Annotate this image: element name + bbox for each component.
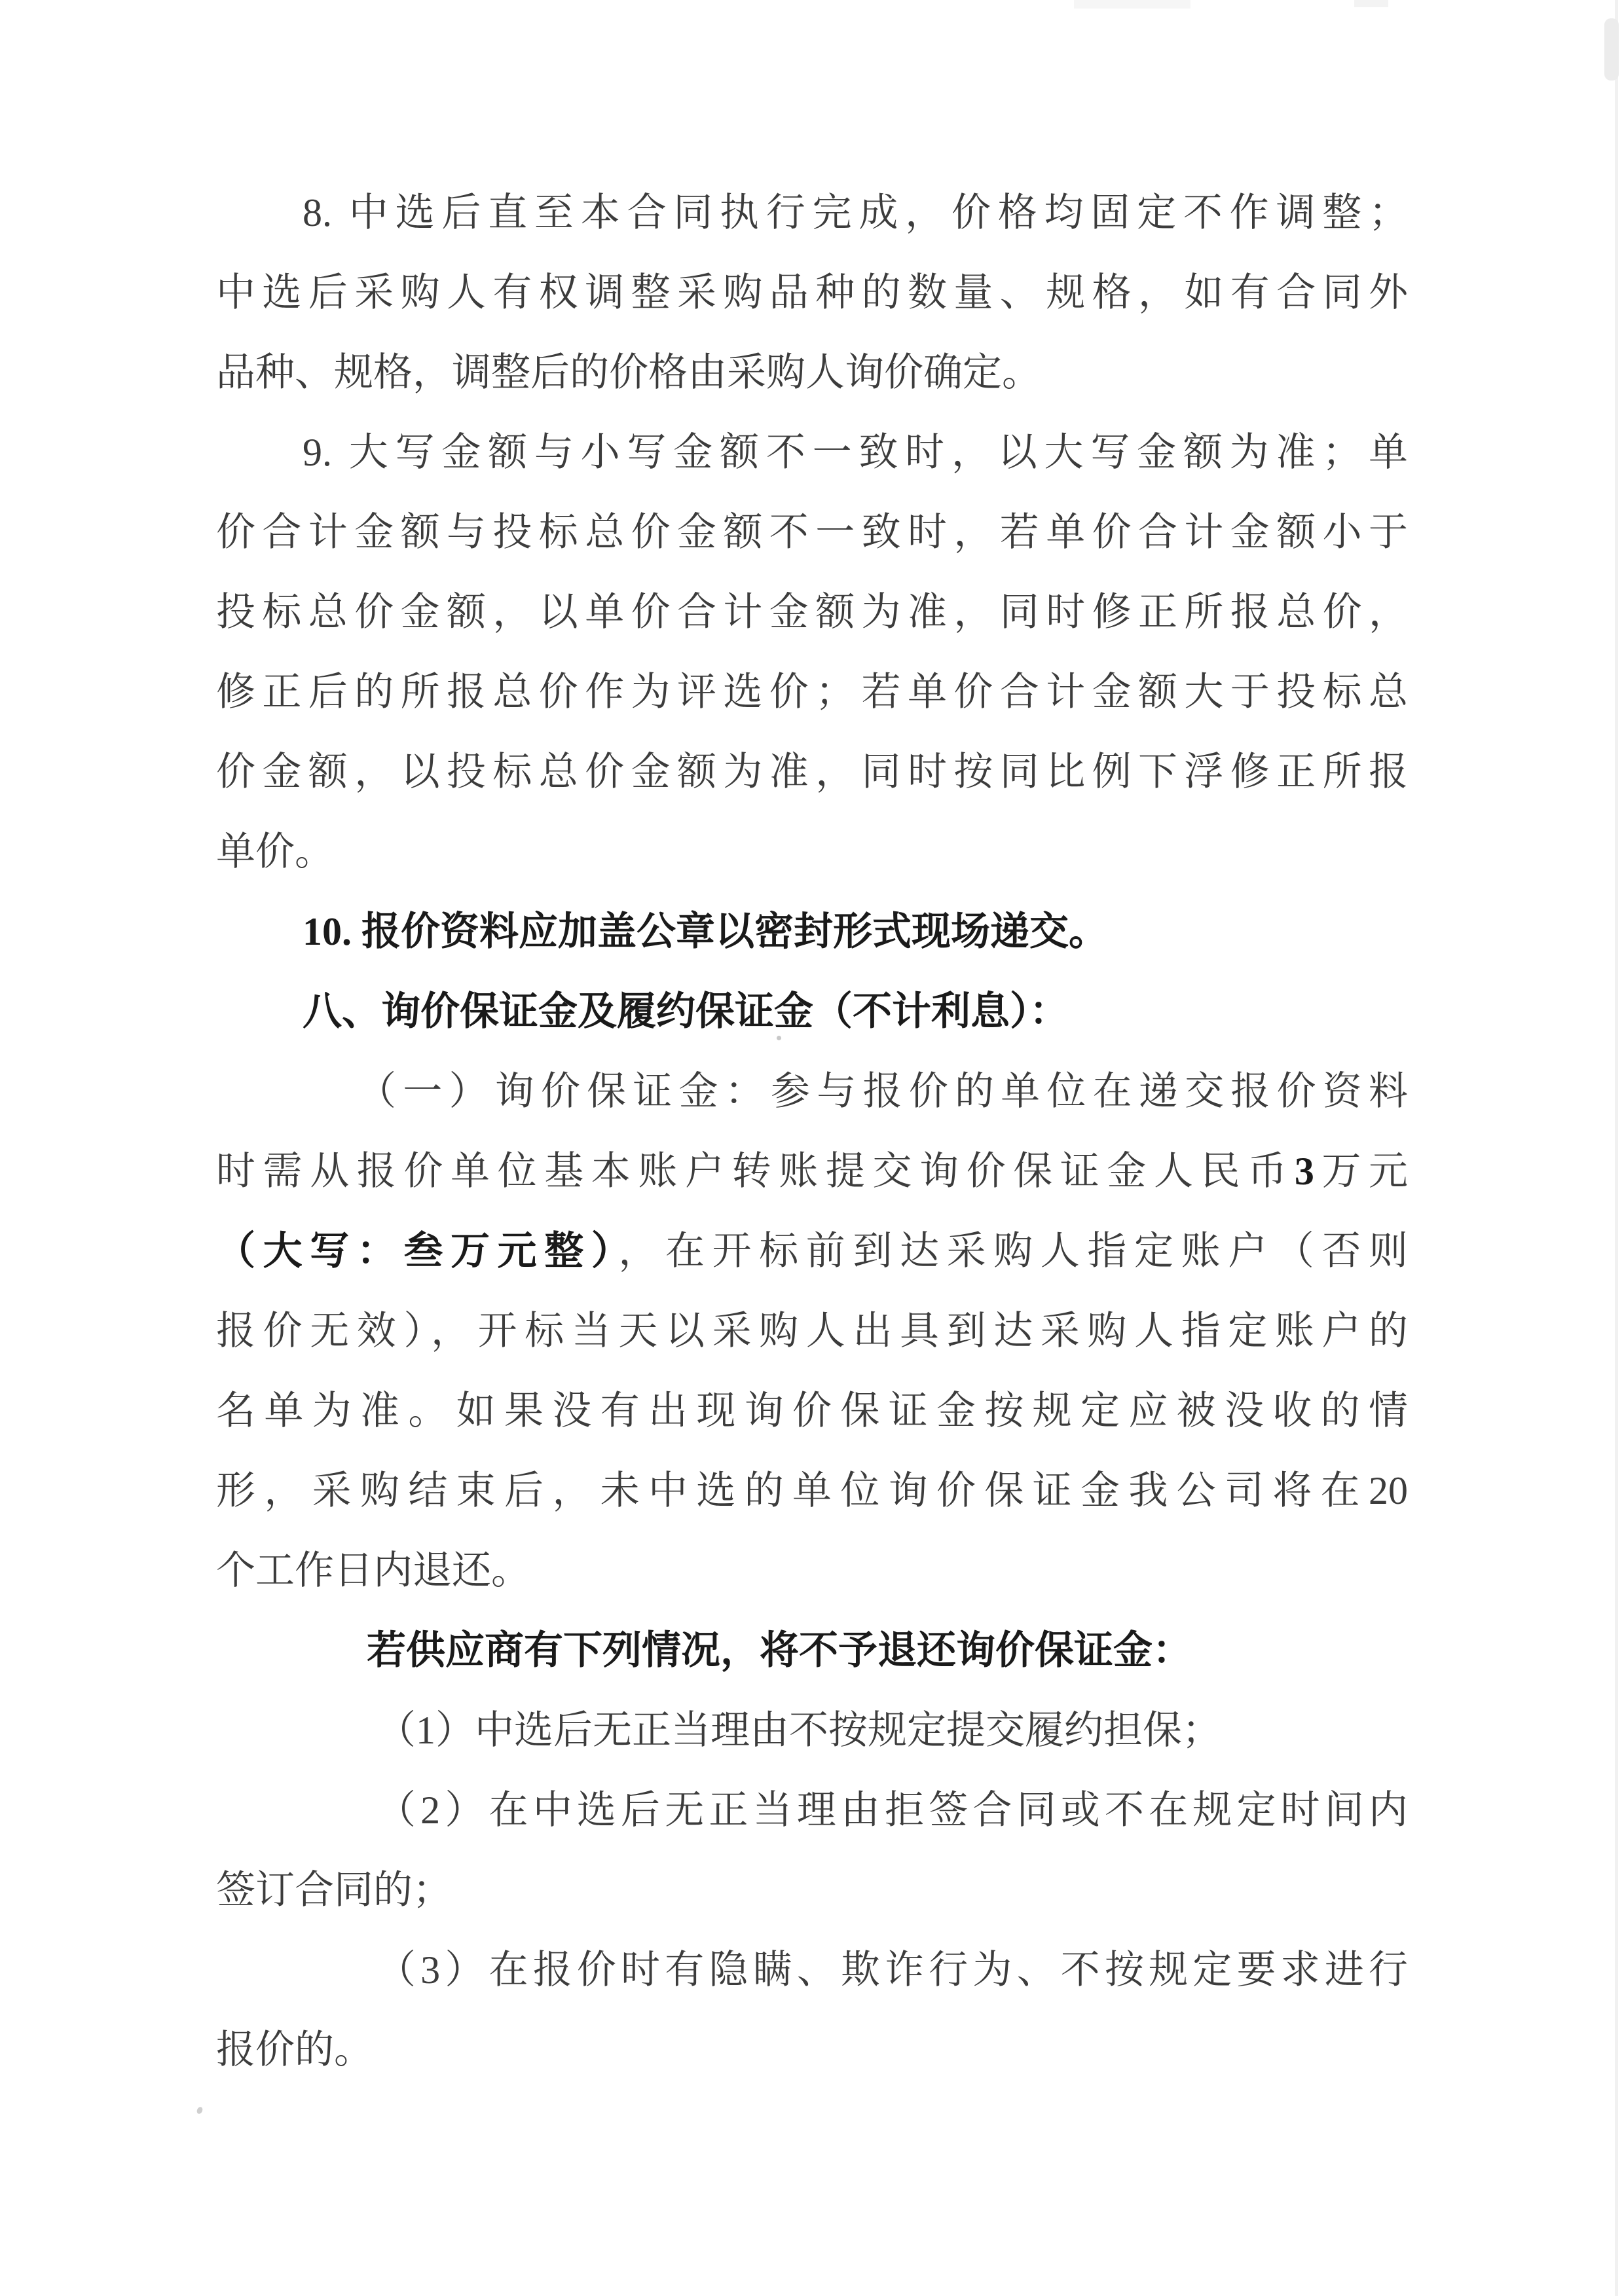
text-segment: 时需从报价单位基本账户转账提交询价保证金人民币 [216,1150,1295,1193]
scan-artifact-right-edge [1615,0,1618,2296]
text-segment: 签订合同的； [216,1868,452,1912]
text-line [216,1051,1408,1131]
text-segment: 9. [303,431,349,474]
scan-artifact-top-bar-2 [1354,0,1388,7]
text-segment: 中选后采购人有权调整采购品种的数量、规格，如有合同外 [216,271,1408,314]
text-line [216,572,1408,652]
bold-text-segment: 若供应商有下列情况，将不予退还询价保证金： [367,1629,1192,1672]
text-line [216,1690,1408,1770]
text-line [216,1131,1408,1211]
text-segment: （2）在中选后无正当理由拒签合同或不在规定时间内 [377,1789,1408,1832]
text-line [216,412,1408,492]
text-segment: 大写金额与小写金额不一致时，以大写金额为准；单 [348,431,1409,474]
paragraph-item-9 [216,412,1408,892]
paragraph-item-8 [216,173,1408,412]
paragraph-forfeit-intro [216,1611,1408,1690]
text-line [216,1611,1408,1690]
text-segment: 报价无效），开标当天以采购人出具到达采购人指定账户的 [216,1309,1408,1353]
document-text [216,173,1408,2090]
scan-artifact-edge-smudge [1604,18,1619,81]
text-segment: 价金额，以投标总价金额为准，同时按同比例下浮修正所报 [216,750,1408,793]
text-segment: 20 [1369,1469,1408,1512]
paragraph-item-10 [216,892,1408,972]
bold-text-segment: 报价资料应加盖公章以密封形式现场递交。 [361,910,1108,953]
text-line [216,812,1408,892]
paragraph-forfeit-item-1 [216,1690,1408,1770]
text-segment: 名单为准。如果没有出现询价保证金按规定应被没收的情 [216,1389,1408,1432]
scan-artifact-top-bar [1074,0,1190,9]
text-line [216,1930,1408,2010]
text-line [216,2010,1408,2090]
text-line [216,1211,1408,1291]
bold-text-segment: 10. [303,910,361,953]
text-line [216,732,1408,812]
text-segment: 投标总价金额，以单价合计金额为准，同时修正所报总价， [216,591,1408,634]
text-line [216,1531,1408,1611]
text-segment: 价合计金额与投标总价金额不一致时，若单价合计金额小于 [216,511,1408,554]
paragraph-forfeit-item-2 [216,1770,1408,1930]
paragraph-clause-8-1 [216,1051,1408,1611]
text-line [216,652,1408,732]
text-line [216,173,1408,253]
text-line [216,1291,1408,1371]
text-segment: （1）中选后无正当理由不按规定提交履约担保； [377,1709,1221,1752]
text-line [216,1850,1408,1930]
text-segment: 个工作日内退还。 [216,1549,530,1592]
bold-text-segment: 3 [1294,1150,1314,1193]
text-segment: （一）询价保证金：参与报价的单位在递交报价资料 [357,1070,1408,1113]
text-line [216,253,1408,333]
text-segment: 万元 [1314,1150,1409,1193]
text-segment: 修正后的所报总价作为评选价；若单价合计金额大于投标总 [216,670,1408,714]
text-line [216,972,1408,1051]
text-line [216,1371,1408,1451]
bold-text-segment: 八、询价保证金及履约保证金（不计利息）： [303,990,1069,1033]
bold-text-segment: （大写：叁万元整） [216,1230,619,1273]
scan-artifact-speck [196,2106,204,2115]
text-segment: ，在开标前到达采购人指定账户（否则 [618,1230,1409,1273]
text-segment: 中选后直至本合同执行完成，价格均固定不作调整； [348,191,1409,234]
text-segment: 报价的。 [216,2028,373,2071]
text-segment: 单价。 [216,830,334,873]
paragraph-forfeit-item-3 [216,1930,1408,2090]
text-line [216,492,1408,572]
text-line [216,892,1408,972]
text-segment: 形，采购结束后，未中选的单位询价保证金我公司将在 [216,1469,1369,1512]
text-segment: （3）在报价时有隐瞒、欺诈行为、不按规定要求进行 [377,1948,1408,1992]
text-line [216,1770,1408,1850]
text-line [216,333,1408,412]
text-line [216,1451,1408,1531]
text-segment: 8. [303,191,349,234]
text-segment: 品种、规格，调整后的价格由采购人询价确定。 [216,351,1041,394]
paragraph-section-8-heading [216,972,1408,1051]
